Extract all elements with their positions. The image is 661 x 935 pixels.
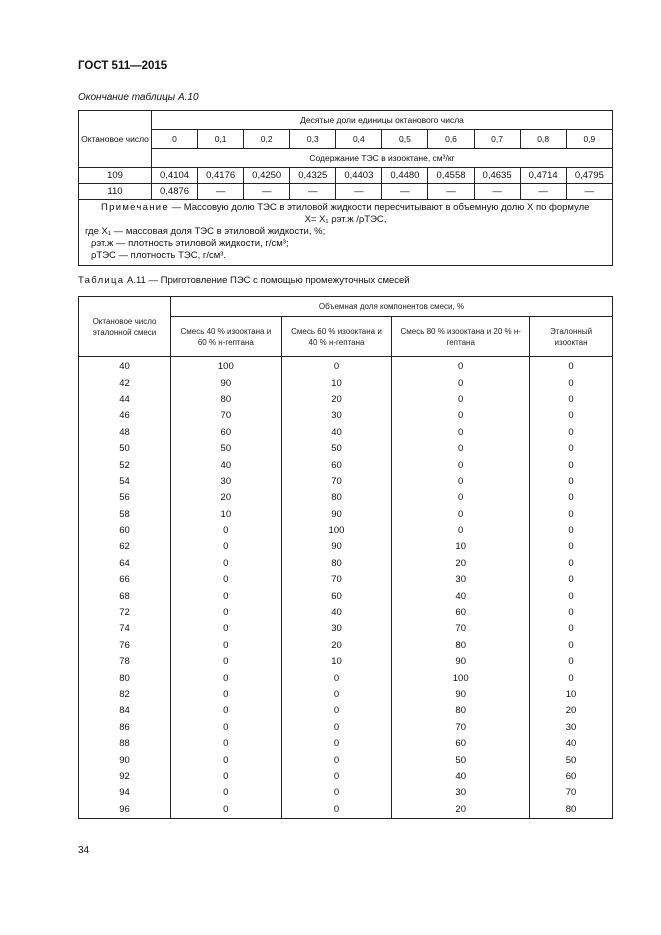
fraction-cell: 30 [530, 720, 613, 736]
fraction-cell: 0 [171, 572, 282, 588]
row-header-octane: Октановое число [79, 111, 152, 168]
table-row [79, 621, 613, 637]
tes-value-cell: 0,4176 [198, 168, 244, 184]
fraction-cell: 0 [171, 654, 282, 670]
fraction-cell: 30 [392, 572, 530, 588]
fraction-cell: 60 [171, 425, 282, 441]
fraction-cell: 10 [530, 687, 613, 703]
note-text: — Массовую долю ТЭС в этиловой жидкости пересчитывают в объемную долю X по формуле [169, 202, 590, 213]
fraction-cell: 60 [281, 457, 392, 473]
tes-value-cell: 0,4876 [152, 184, 198, 200]
table-row [79, 670, 613, 686]
tes-value-cell: — [244, 184, 290, 200]
table-row [79, 638, 613, 654]
fraction-cell: 90 [281, 539, 392, 555]
octane-cell: 110 [79, 184, 152, 200]
table-row [79, 752, 613, 768]
fraction-cell: 60 [530, 769, 613, 785]
fraction-cell: 0 [281, 670, 392, 686]
tes-value-cell: — [198, 184, 244, 200]
fraction-cell: 90 [392, 654, 530, 670]
fraction-cell: 30 [171, 474, 282, 490]
table-row [79, 556, 613, 572]
fraction-cell: 0 [392, 408, 530, 424]
tenths-header-cell: 0,3 [290, 130, 336, 149]
fraction-cell: 0 [171, 687, 282, 703]
octane-cell: 48 [79, 425, 171, 441]
fraction-cell: 0 [392, 441, 530, 457]
fraction-cell: 0 [171, 785, 282, 801]
fraction-cell: 80 [281, 556, 392, 572]
tenths-header-row [79, 130, 613, 149]
octane-cell: 54 [79, 474, 171, 490]
octane-cell: 109 [79, 168, 152, 184]
fraction-cell: 60 [392, 605, 530, 621]
table-row [79, 168, 613, 184]
table-row [79, 425, 613, 441]
octane-cell: 76 [79, 638, 171, 654]
page-number: 34 [78, 845, 90, 856]
document-header: ГОСТ 511—2015 [78, 60, 168, 72]
octane-cell: 72 [79, 605, 171, 621]
fraction-cell: 0 [171, 703, 282, 719]
octane-cell: 50 [79, 441, 171, 457]
fraction-cell: 0 [171, 539, 282, 555]
fraction-cell: 100 [392, 670, 530, 686]
octane-cell: 74 [79, 621, 171, 637]
octane-cell: 66 [79, 572, 171, 588]
fraction-cell: 40 [530, 736, 613, 752]
fraction-cell: 0 [281, 357, 392, 376]
table-row [79, 457, 613, 473]
fraction-cell: 70 [281, 572, 392, 588]
octane-cell: 96 [79, 802, 171, 819]
fraction-cell: 0 [530, 357, 613, 376]
fraction-cell: 70 [392, 720, 530, 736]
fraction-cell: 50 [530, 752, 613, 768]
tes-value-cell: — [290, 184, 336, 200]
octane-cell: 52 [79, 457, 171, 473]
octane-cell: 86 [79, 720, 171, 736]
fraction-cell: 60 [281, 588, 392, 604]
table-a10-continuation-label: Окончание таблицы А.10 [78, 92, 199, 103]
fraction-cell: 100 [281, 523, 392, 539]
tenths-header-cell: 0,7 [474, 130, 520, 149]
fraction-cell: 0 [281, 736, 392, 752]
fraction-cell: 0 [171, 670, 282, 686]
tes-value-cell: 0,4714 [520, 168, 566, 184]
table-row [79, 357, 613, 376]
components-group-header: Объемная доля компонентов смеси, % [171, 297, 613, 317]
fraction-cell: 0 [171, 523, 282, 539]
fraction-cell: 100 [171, 357, 282, 376]
table-row [79, 490, 613, 506]
table-row [79, 785, 613, 801]
fraction-cell: 70 [392, 621, 530, 637]
table-row [79, 654, 613, 670]
fraction-cell: 0 [171, 752, 282, 768]
table-row [79, 736, 613, 752]
note-formula: X= X₁ ρэт.ж /ρТЭС, [304, 214, 387, 225]
fraction-cell: 50 [171, 441, 282, 457]
caption-label: Таблица [78, 275, 125, 286]
tenths-header-cell: 0,4 [336, 130, 382, 149]
content-header: Содержание ТЭС в изооктане, см³/кг [152, 149, 613, 168]
table-row [79, 474, 613, 490]
fraction-cell: 20 [281, 638, 392, 654]
fraction-cell: 40 [392, 769, 530, 785]
fraction-cell: 0 [171, 802, 282, 819]
fraction-cell: 0 [281, 687, 392, 703]
fraction-cell: 10 [281, 375, 392, 391]
tes-value-cell: 0,4250 [244, 168, 290, 184]
fraction-cell: 40 [392, 588, 530, 604]
table-row [79, 687, 613, 703]
fraction-cell: 0 [281, 752, 392, 768]
fraction-cell: 0 [530, 621, 613, 637]
fraction-cell: 0 [530, 425, 613, 441]
fraction-cell: 0 [281, 802, 392, 819]
table-row [79, 408, 613, 424]
table-row [79, 507, 613, 523]
octane-cell: 90 [79, 752, 171, 768]
tes-value-cell: — [428, 184, 474, 200]
fraction-cell: 0 [530, 490, 613, 506]
table-row [79, 802, 613, 819]
table-row [79, 605, 613, 621]
tes-value-cell: 0,4403 [336, 168, 382, 184]
table-a10 [78, 110, 613, 266]
fraction-cell: 0 [171, 736, 282, 752]
fraction-cell: 0 [530, 556, 613, 572]
note-where-1: где X₁ — массовая доля ТЭС в этиловой жидкости, %; [85, 226, 326, 237]
octane-cell: 84 [79, 703, 171, 719]
fraction-cell: 0 [171, 638, 282, 654]
table-row [79, 441, 613, 457]
octane-cell: 78 [79, 654, 171, 670]
table-a11 [78, 296, 613, 819]
fraction-cell: 0 [530, 441, 613, 457]
table-a10-body [79, 168, 613, 200]
tes-value-cell: — [566, 184, 612, 200]
tes-value-cell: — [336, 184, 382, 200]
tenths-header-cell: 0,9 [566, 130, 612, 149]
fraction-cell: 0 [530, 507, 613, 523]
fraction-cell: 0 [530, 457, 613, 473]
component-header-cell: Эталонный изооктан [530, 317, 613, 357]
caption-text: А.11 — Приготовление ПЭС с помощью промежуточных смесей [124, 275, 410, 286]
tenths-header-cell: 0,5 [382, 130, 428, 149]
fraction-cell: 0 [530, 605, 613, 621]
fraction-cell: 70 [171, 408, 282, 424]
fraction-cell: 0 [530, 392, 613, 408]
octane-cell: 80 [79, 670, 171, 686]
fraction-cell: 0 [171, 556, 282, 572]
col-header-octane: Октановое число эталонной смеси [79, 297, 171, 357]
fraction-cell: 0 [530, 572, 613, 588]
fraction-cell: 10 [281, 654, 392, 670]
octane-cell: 42 [79, 375, 171, 391]
fraction-cell: 0 [392, 490, 530, 506]
fraction-cell: 0 [171, 605, 282, 621]
fraction-cell: 90 [281, 507, 392, 523]
fraction-cell: 0 [530, 670, 613, 686]
table-row [79, 523, 613, 539]
fraction-cell: 0 [530, 654, 613, 670]
fraction-cell: 0 [171, 588, 282, 604]
fraction-cell: 90 [171, 375, 282, 391]
table-row [79, 375, 613, 391]
fraction-cell: 40 [281, 425, 392, 441]
fraction-cell: 70 [530, 785, 613, 801]
tes-value-cell: 0,4104 [152, 168, 198, 184]
fraction-cell: 40 [281, 605, 392, 621]
tes-value-cell: 0,4795 [566, 168, 612, 184]
fraction-cell: 0 [392, 375, 530, 391]
fraction-cell: 0 [392, 425, 530, 441]
fraction-cell: 30 [392, 785, 530, 801]
fraction-cell: 50 [392, 752, 530, 768]
fraction-cell: 20 [171, 490, 282, 506]
tes-value-cell: 0,4635 [474, 168, 520, 184]
fraction-cell: 0 [530, 638, 613, 654]
fraction-cell: 80 [392, 703, 530, 719]
table-row [79, 769, 613, 785]
component-header-cell: Смесь 80 % изооктана и 20 % н-гептана [392, 317, 530, 357]
octane-cell: 68 [79, 588, 171, 604]
octane-cell: 62 [79, 539, 171, 555]
tenths-header-cell: 0,6 [428, 130, 474, 149]
table-a11-caption [78, 275, 410, 286]
fraction-cell: 0 [392, 357, 530, 376]
tes-value-cell: — [382, 184, 428, 200]
octane-cell: 56 [79, 490, 171, 506]
fraction-cell: 60 [392, 736, 530, 752]
table-row [79, 703, 613, 719]
fraction-cell: 20 [392, 802, 530, 819]
fraction-cell: 0 [530, 375, 613, 391]
fraction-cell: 0 [281, 703, 392, 719]
tes-value-cell: — [474, 184, 520, 200]
fraction-cell: 40 [171, 457, 282, 473]
octane-cell: 60 [79, 523, 171, 539]
note-where-2: ρэт.ж — плотность этиловой жидкости, г/см³; [91, 238, 289, 249]
fraction-cell: 90 [392, 687, 530, 703]
octane-cell: 58 [79, 507, 171, 523]
fraction-cell: 0 [171, 720, 282, 736]
fraction-cell: 0 [392, 523, 530, 539]
fraction-cell: 0 [530, 588, 613, 604]
tenths-header-cell: 0,2 [244, 130, 290, 149]
octane-cell: 88 [79, 736, 171, 752]
octane-cell: 64 [79, 556, 171, 572]
table-row [79, 184, 613, 200]
fraction-cell: 0 [530, 539, 613, 555]
fraction-cell: 10 [171, 507, 282, 523]
fraction-cell: 0 [392, 392, 530, 408]
table-row [79, 392, 613, 408]
fraction-cell: 0 [171, 621, 282, 637]
component-header-cell: Смесь 60 % изооктана и 40 % н-гептана [281, 317, 392, 357]
fraction-cell: 10 [392, 539, 530, 555]
fraction-cell: 0 [392, 507, 530, 523]
tes-value-cell: 0,4558 [428, 168, 474, 184]
octane-cell: 92 [79, 769, 171, 785]
fraction-cell: 80 [171, 392, 282, 408]
fraction-cell: 70 [281, 474, 392, 490]
octane-cell: 82 [79, 687, 171, 703]
fraction-cell: 30 [281, 408, 392, 424]
fraction-cell: 20 [530, 703, 613, 719]
tenths-header-cell: 0,1 [198, 130, 244, 149]
fraction-cell: 0 [281, 785, 392, 801]
fraction-cell: 80 [281, 490, 392, 506]
table-row [79, 572, 613, 588]
note-where-3: ρТЭС — плотность ТЭС, г/см³. [91, 250, 227, 261]
fraction-cell: 20 [392, 556, 530, 572]
tenths-header-cell: 0 [152, 130, 198, 149]
octane-cell: 46 [79, 408, 171, 424]
note-label: Примечание [101, 202, 169, 213]
fraction-cell: 0 [281, 720, 392, 736]
tenths-header-cell: 0,8 [520, 130, 566, 149]
table-a10-note [79, 200, 613, 266]
fraction-cell: 0 [530, 408, 613, 424]
octane-cell: 94 [79, 785, 171, 801]
table-row [79, 720, 613, 736]
fraction-cell: 80 [530, 802, 613, 819]
fraction-cell: 50 [281, 441, 392, 457]
octane-cell: 40 [79, 357, 171, 376]
octane-cell: 44 [79, 392, 171, 408]
table-row [79, 588, 613, 604]
component-header-cell: Смесь 40 % изооктана и 60 % н-гептана [171, 317, 282, 357]
table-a11-body [79, 357, 613, 819]
tes-value-cell: — [520, 184, 566, 200]
fraction-cell: 30 [281, 621, 392, 637]
tes-value-cell: 0,4480 [382, 168, 428, 184]
fraction-cell: 80 [392, 638, 530, 654]
tenths-group-header: Десятые доли единицы октанового числа [152, 111, 613, 130]
fraction-cell: 0 [530, 474, 613, 490]
fraction-cell: 0 [281, 769, 392, 785]
fraction-cell: 0 [392, 474, 530, 490]
table-row [79, 539, 613, 555]
fraction-cell: 0 [171, 769, 282, 785]
fraction-cell: 0 [530, 523, 613, 539]
fraction-cell: 0 [392, 457, 530, 473]
fraction-cell: 20 [281, 392, 392, 408]
tes-value-cell: 0,4325 [290, 168, 336, 184]
